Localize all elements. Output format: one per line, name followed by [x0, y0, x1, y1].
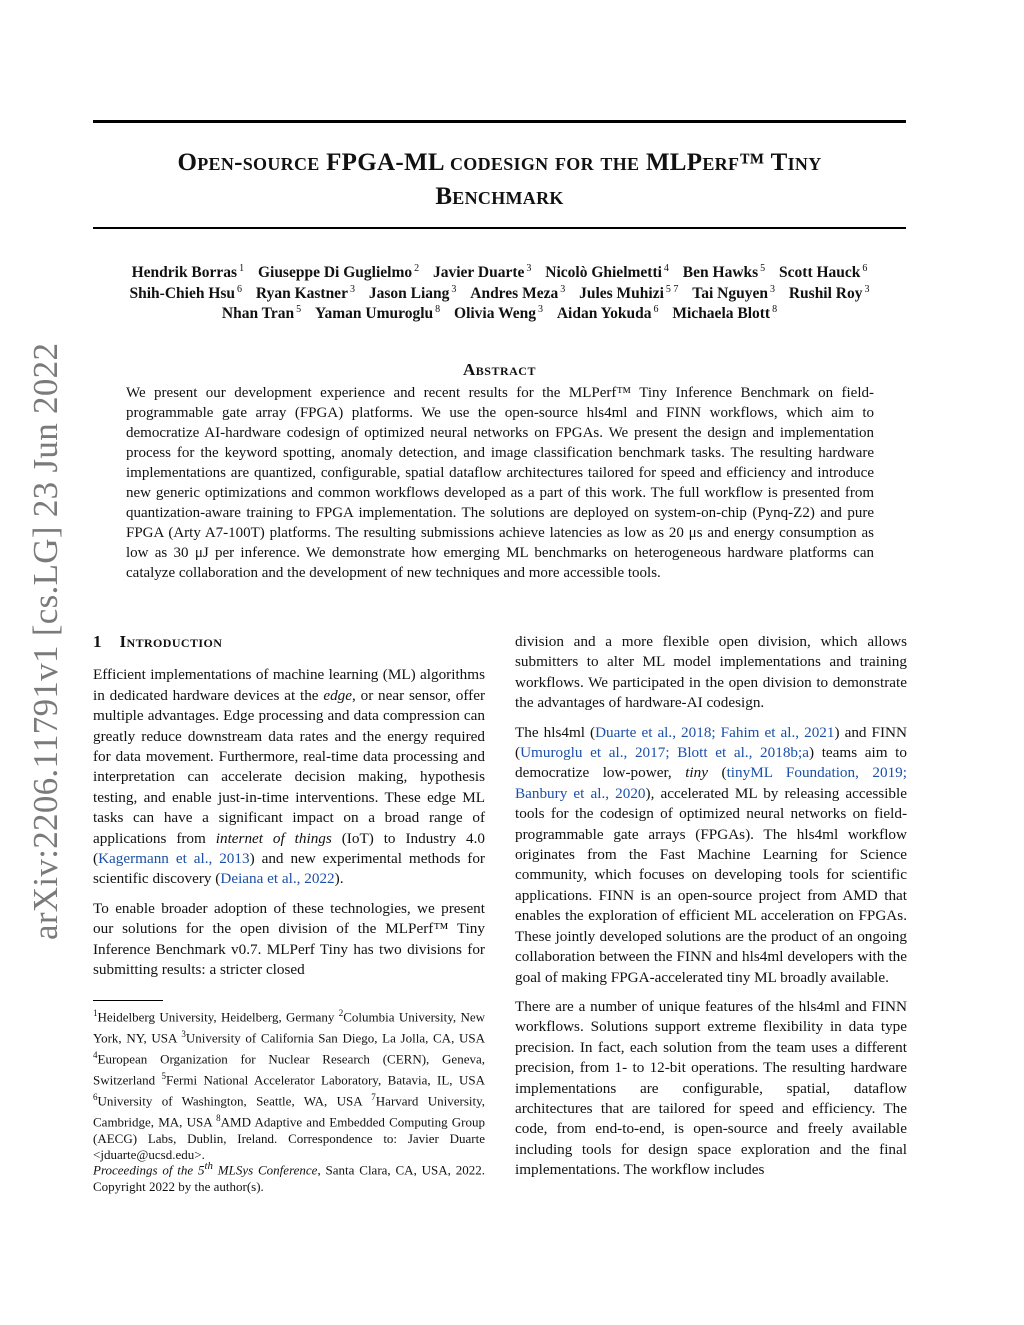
author: Aidan Yokuda $^6$ [556, 304, 659, 323]
intro-paragraph-1: Efficient implementations of machine learning (ML) algorithms in dedicated hardware devices at the edge, or near sensor, offer multiple advantages. Edge processing and data compression can greatly reduce downstream data rates and the energy required for data movement. Furthermore, real-time data processing and interpretation can accelerate decision making, hypothesis testing, and enable just-in-time interventions. These edge ML tasks can have a significant impact on a broad range of applications from internet of things (IoT) to Industry 4.0 (Kagermann et al., 2013) and new experimental methods for scientific discovery (Deiana et al., 2022). [93, 666, 485, 888]
arxiv-identifier-stamp: arXiv:2206.11791v1 [cs.LG] 23 Jun 2022 [26, 342, 65, 940]
author: Andres Meza $^3$ [470, 284, 566, 303]
citation-link[interactable]: Umuroglu et al., 2017; Blott et al., 2018b;a [520, 744, 809, 762]
proceedings-note: Proceedings of the 5th MLSys Conference, Santa Clara, CA, USA, 2022. Copyright 2022 by the author(s). [93, 1160, 486, 1195]
right-column [515, 632, 907, 1190]
author-list-line-2 [93, 284, 906, 303]
author-list-line-1 [93, 263, 906, 282]
author: Ben Hawks $^5$ [682, 263, 766, 282]
author: Shih-Chieh Hsu $^6$ [129, 284, 243, 303]
section-heading-introduction [93, 632, 485, 652]
author-list-line-3 [93, 304, 906, 323]
citation-link[interactable]: Kagermann et al., 2013 [98, 850, 250, 868]
title-bottom-rule [93, 227, 906, 229]
author: Yaman Umuroglu $^8$ [315, 304, 441, 323]
author: Jules Muhizi $^{5 7}$ [579, 284, 679, 303]
author: Javier Duarte $^3$ [432, 263, 532, 282]
intro-paragraph-2: To enable broader adoption of these technologies, we present our solutions for the open division of the MLPerf™ Tiny Inference Benchmark v0.7. MLPerf Tiny has two divisions for submitting results: a stricter closed [93, 899, 485, 979]
citation-link[interactable]: Duarte et al., 2018; Fahim et al., 2021 [595, 723, 835, 741]
author: Tai Nguyen $^3$ [692, 284, 775, 303]
intro-paragraph-3: division and a more flexible open division, which allows submitters to alter ML model implementations and training workflows. We participated in the open division to demonstrate the advantages of hardware-AI codesign. [515, 633, 907, 712]
citation-link[interactable]: Deiana et al., 2022 [220, 870, 335, 888]
paper-title-line-2: Benchmark [435, 183, 564, 210]
author: Olivia Weng $^3$ [454, 304, 543, 323]
author: Nhan Tran $^5$ [221, 304, 302, 323]
author: Jason Liang $^3$ [368, 284, 457, 303]
intro-paragraph-4: The hls4ml (Duarte et al., 2018; Fahim et al., 2021) and FINN (Umuroglu et al., 2017; Blott et al., 2018b;a) teams aim to democratize low-power, tiny (tinyML Foundation, 2019; Banbury et al., 2020), accelerated ML by releasing accessible tools for the codesign of optimized neural networks on field-programmable gate arrays (FPGAs). The hls4ml workflow originates from the Fast Machine Learning for Science community, which focuses on developing tools for scientific applications. FINN is an open-source project from AMD that enables the exploration of efficient ML acceleration on FPGAs. These jointly developed solutions are the product of an ongoing collaboration between the FINN and hls4ml developers with the goal of making FPGA-accelerated tiny ML broadly available. [515, 723, 907, 986]
author: Ryan Kastner $^3$ [255, 284, 355, 303]
author: Hendrik Borras $^1$ [131, 263, 245, 282]
affiliations-footnote: $^1$Heidelberg University, Heidelberg, Germany $^2$Columbia University, New York, NY, USA $^3$University of California San Diego, La Jolla, CA, USA $^4$European Organization for Nuclear Research (CERN), Geneva, Switzerland $^5$Fermi National Accelerator Laboratory, Batavia, IL, USA $^6$University of Washington, Seattle, WA, USA $^7$Harvard University, Cambridge, MA, USA $^8$AMD Adaptive and Embedded Computing Group (AECG) Labs, Dublin, Ireland. Correspondence to: Javier Duarte <jduarte@ucsd.edu>. [93, 1008, 486, 1163]
title-top-rule [93, 120, 906, 123]
footnote-divider [93, 1000, 163, 1001]
abstract-body: We present our development experience and recent results for the MLPerf™ Tiny Inference Benchmark on field-programmable gate array (FPGA) platforms. We use the open-source hls4ml and FINN workflows, which aim to democratize AI-hardware codesign of optimized neural networks on FPGAs. We present the design and implementation process for the keyword spotting, anomaly detection, and image classification benchmark tasks. The resulting hardware implementations are quantized, configurable, spatial dataflow architectures tailored for speed and efficiency and introduce new generic optimizations and common workflows developed as a part of this work. The full workflow is presented from quantization-aware training to FPGA implementation. The solutions are deployed on system-on-chip (Pynq-Z2) and pure FPGA (Arty A7-100T) platforms. The resulting submissions achieve latencies as low as 20 μs and energy consumption as low as 30 μJ per inference. We demonstrate how emerging ML benchmarks on heterogeneous hardware platforms can catalyze collaboration and the development of new techniques and more accessible tools. [126, 385, 874, 581]
citation-link[interactable]: tinyML Foundation, 2019; Banbury et al., 2020 [515, 764, 907, 802]
left-column [93, 632, 485, 990]
author: Nicolò Ghielmetti $^4$ [545, 263, 669, 282]
section-number: 1 [93, 632, 102, 651]
intro-paragraph-5: There are a number of unique features of the hls4ml and FINN workflows. Solutions support extreme flexibility in data type precision. In fact, each solution from the team uses a different precision, from 1- to 12-bit operations. The resulting hardware implementations are configurable, spatial, dataflow architectures that are tailored for speed and efficiency. The code, from end-to-end, is open-source and freely available including tools for design space exploration and the final implementations. The workflow includes [515, 997, 907, 1179]
abstract-heading: Abstract [463, 360, 536, 379]
author: Michaela Blott $^8$ [672, 304, 778, 323]
author: Scott Hauck $^6$ [779, 263, 868, 282]
author: Giuseppe Di Guglielmo $^2$ [257, 263, 420, 282]
section-title: Introduction [119, 632, 223, 651]
paper-title-line-1: Open-source FPGA-ML codesign for the MLPerf™ Tiny [177, 149, 822, 176]
author: Rushil Roy $^3$ [788, 284, 870, 303]
